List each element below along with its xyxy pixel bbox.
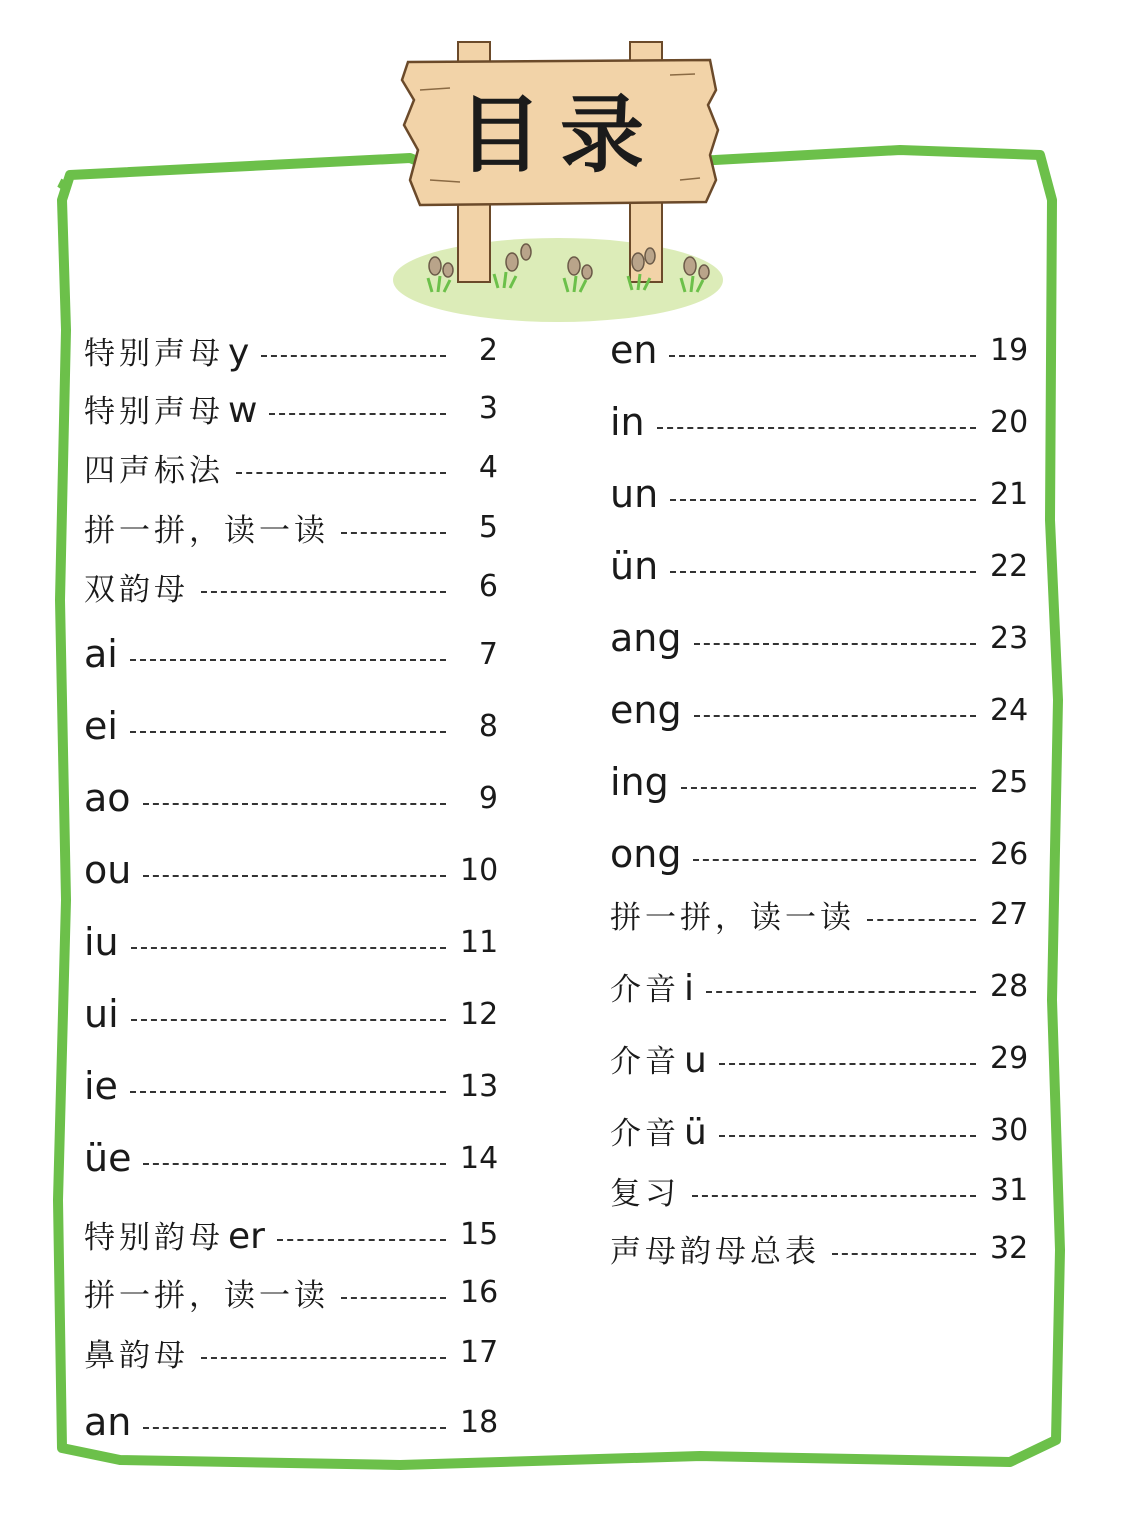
- dotted-leader: [269, 413, 446, 415]
- toc-entry-pinyin: y: [228, 331, 250, 373]
- toc-entry-label: [84, 505, 329, 550]
- dotted-leader: [341, 1297, 446, 1299]
- toc-page-number: 15: [460, 1216, 499, 1252]
- toc-page-number: 31: [990, 1172, 1029, 1208]
- toc-entry-label: eng: [610, 688, 682, 732]
- dotted-leader: [694, 643, 977, 645]
- dotted-leader: [201, 1357, 446, 1359]
- toc-entry-chinese: 介音: [610, 971, 680, 1008]
- toc-entry-chinese: 四声标法: [84, 452, 224, 489]
- toc-entry-label: iu: [84, 920, 119, 964]
- toc-entry[interactable]: [610, 322, 1028, 378]
- toc-entry-label: ang: [610, 616, 682, 660]
- toc-entry-pinyin: u: [684, 1039, 707, 1081]
- toc-entry-label: ao: [84, 776, 131, 820]
- toc-entry[interactable]: [84, 626, 498, 682]
- toc-entry-chinese: 介音: [610, 1115, 680, 1152]
- toc-page-number: 9: [478, 780, 498, 816]
- toc-entry[interactable]: [84, 698, 498, 754]
- toc-page-number: 14: [460, 1140, 499, 1176]
- toc-entry-chinese: 鼻韵母: [84, 1337, 189, 1374]
- toc-entry[interactable]: [84, 914, 498, 970]
- toc-entry[interactable]: [610, 754, 1028, 810]
- toc-entry[interactable]: [610, 610, 1028, 666]
- dotted-leader: [719, 1135, 976, 1137]
- toc-entry[interactable]: [610, 886, 1028, 942]
- toc-entry-chinese: 特别声母: [84, 393, 224, 430]
- toc-page-number: 29: [990, 1040, 1029, 1076]
- toc-entry[interactable]: [610, 1220, 1028, 1276]
- toc-entry[interactable]: [610, 1030, 1028, 1086]
- toc-entry-chinese: 拼一拼，读一读: [84, 1277, 329, 1314]
- toc-entry-label: ui: [84, 992, 119, 1036]
- toc-entry-label: ai: [84, 632, 118, 676]
- toc-page-number: 17: [460, 1334, 499, 1370]
- toc-page-number: 5: [478, 509, 498, 545]
- toc-page-number: 2: [478, 332, 498, 368]
- dotted-leader: [706, 991, 976, 993]
- dotted-leader: [670, 499, 976, 501]
- toc-entry[interactable]: [610, 1162, 1028, 1218]
- toc-entry[interactable]: [84, 558, 498, 614]
- toc-page-number: 23: [990, 620, 1029, 656]
- toc-entry-label: ie: [84, 1064, 118, 1108]
- dotted-leader: [143, 1163, 446, 1165]
- toc-entry-chinese: 声母韵母总表: [610, 1233, 820, 1270]
- toc-entry[interactable]: [610, 958, 1028, 1014]
- dotted-leader: [130, 659, 446, 661]
- dotted-leader: [130, 1091, 446, 1093]
- toc-entry[interactable]: [84, 1206, 498, 1262]
- toc-entry[interactable]: [84, 380, 498, 436]
- toc-page-number: 19: [990, 332, 1029, 368]
- toc-page-number: 20: [990, 404, 1029, 440]
- toc-entry-label: [84, 386, 257, 431]
- toc-entry-label: [610, 892, 855, 937]
- toc-page-number: 6: [478, 568, 498, 604]
- toc-page-number: 21: [990, 476, 1029, 512]
- toc-entry-label: [84, 445, 224, 490]
- toc-entry[interactable]: [84, 1130, 498, 1186]
- toc-entry[interactable]: [84, 1324, 498, 1380]
- toc-entry-label: [84, 564, 189, 609]
- dotted-leader: [670, 571, 976, 573]
- toc-entry-chinese: 复习: [610, 1175, 680, 1212]
- toc-page-number: 7: [478, 636, 498, 672]
- toc-entry-chinese: 拼一拼，读一读: [610, 899, 855, 936]
- toc-entry-chinese: 特别韵母: [84, 1219, 224, 1256]
- dotted-leader: [341, 532, 446, 534]
- toc-entry-label: [610, 1108, 707, 1153]
- toc-page-number: 11: [460, 924, 499, 960]
- toc-entry-label: in: [610, 400, 645, 444]
- dotted-leader: [130, 731, 446, 733]
- dotted-leader: [143, 875, 446, 877]
- toc-page-number: 24: [990, 692, 1029, 728]
- toc-entry[interactable]: [84, 1264, 498, 1320]
- toc-entry-label: [84, 328, 249, 373]
- dotted-leader: [693, 859, 976, 861]
- toc-entry[interactable]: [610, 1102, 1028, 1158]
- toc-entry[interactable]: [84, 499, 498, 555]
- toc-page-number: 13: [460, 1068, 499, 1104]
- toc-entry-label: ün: [610, 544, 659, 588]
- toc-entry-chinese: 拼一拼，读一读: [84, 512, 329, 549]
- dotted-leader: [261, 355, 446, 357]
- toc-entry-label: [610, 964, 694, 1009]
- toc-entry-pinyin: i: [684, 967, 695, 1009]
- toc-entry-label: [610, 1168, 680, 1213]
- toc-entry[interactable]: [84, 322, 498, 378]
- dotted-leader: [832, 1253, 976, 1255]
- dotted-leader: [201, 591, 446, 593]
- dotted-leader: [669, 355, 976, 357]
- toc-page-number: 26: [990, 836, 1029, 872]
- toc-entry-label: [84, 1330, 189, 1375]
- toc-page-number: 32: [990, 1230, 1029, 1266]
- toc-page-number: 10: [460, 852, 499, 888]
- toc-entry-chinese: 特别声母: [84, 335, 224, 372]
- toc-entry[interactable]: [84, 1394, 498, 1450]
- toc-entry[interactable]: [84, 439, 498, 495]
- toc-entry[interactable]: [84, 986, 498, 1042]
- dotted-leader: [867, 919, 976, 921]
- dotted-leader: [657, 427, 976, 429]
- toc-entry[interactable]: [84, 770, 498, 826]
- toc-page-number: 4: [478, 449, 498, 485]
- toc-entry[interactable]: [610, 394, 1028, 450]
- toc-entry-chinese: 介音: [610, 1043, 680, 1080]
- page-title: 目录: [457, 85, 662, 184]
- toc-page-number: 16: [460, 1274, 499, 1310]
- dotted-leader: [719, 1063, 976, 1065]
- dotted-leader: [131, 947, 446, 949]
- grass-patch: [393, 238, 723, 322]
- dotted-leader: [143, 1427, 446, 1429]
- dotted-leader: [236, 472, 446, 474]
- toc-page-number: 28: [990, 968, 1029, 1004]
- dotted-leader: [681, 787, 976, 789]
- dotted-leader: [131, 1019, 446, 1021]
- toc-entry-label: ing: [610, 760, 669, 804]
- toc-entry-label: en: [610, 328, 658, 372]
- toc-entry-label: [610, 1226, 820, 1271]
- toc-entry-pinyin: ü: [684, 1111, 707, 1153]
- toc-entry-label: an: [84, 1400, 132, 1444]
- toc-entry-label: üe: [84, 1136, 132, 1180]
- dotted-leader: [277, 1239, 446, 1241]
- toc-entry-chinese: 双韵母: [84, 571, 189, 608]
- toc-entry-pinyin: er: [228, 1215, 265, 1257]
- dotted-leader: [143, 803, 446, 805]
- toc-entry-label: un: [610, 472, 659, 516]
- toc-page-number: 18: [460, 1404, 499, 1440]
- toc-entry-label: ei: [84, 704, 118, 748]
- toc-entry-label: [84, 1212, 265, 1257]
- toc-page-number: 25: [990, 764, 1029, 800]
- dotted-leader: [692, 1195, 976, 1197]
- toc-entry[interactable]: [610, 682, 1028, 738]
- toc-entry-pinyin: w: [228, 389, 258, 431]
- toc-entry[interactable]: [84, 842, 498, 898]
- toc-entry-label: ou: [84, 848, 132, 892]
- toc-entry-label: [84, 1270, 329, 1315]
- toc-page-number: 3: [478, 390, 498, 426]
- toc-page-number: 30: [990, 1112, 1029, 1148]
- toc-page-number: 12: [460, 996, 499, 1032]
- toc-page-number: 8: [478, 708, 498, 744]
- toc-entry[interactable]: [610, 826, 1028, 882]
- toc-entry-label: [610, 1036, 707, 1081]
- toc-page-number: 22: [990, 548, 1029, 584]
- dotted-leader: [694, 715, 976, 717]
- toc-entry[interactable]: [84, 1058, 498, 1114]
- toc-entry[interactable]: [610, 466, 1028, 522]
- toc-entry[interactable]: [610, 538, 1028, 594]
- toc-page-number: 27: [990, 896, 1029, 932]
- toc-entry-label: ong: [610, 832, 682, 876]
